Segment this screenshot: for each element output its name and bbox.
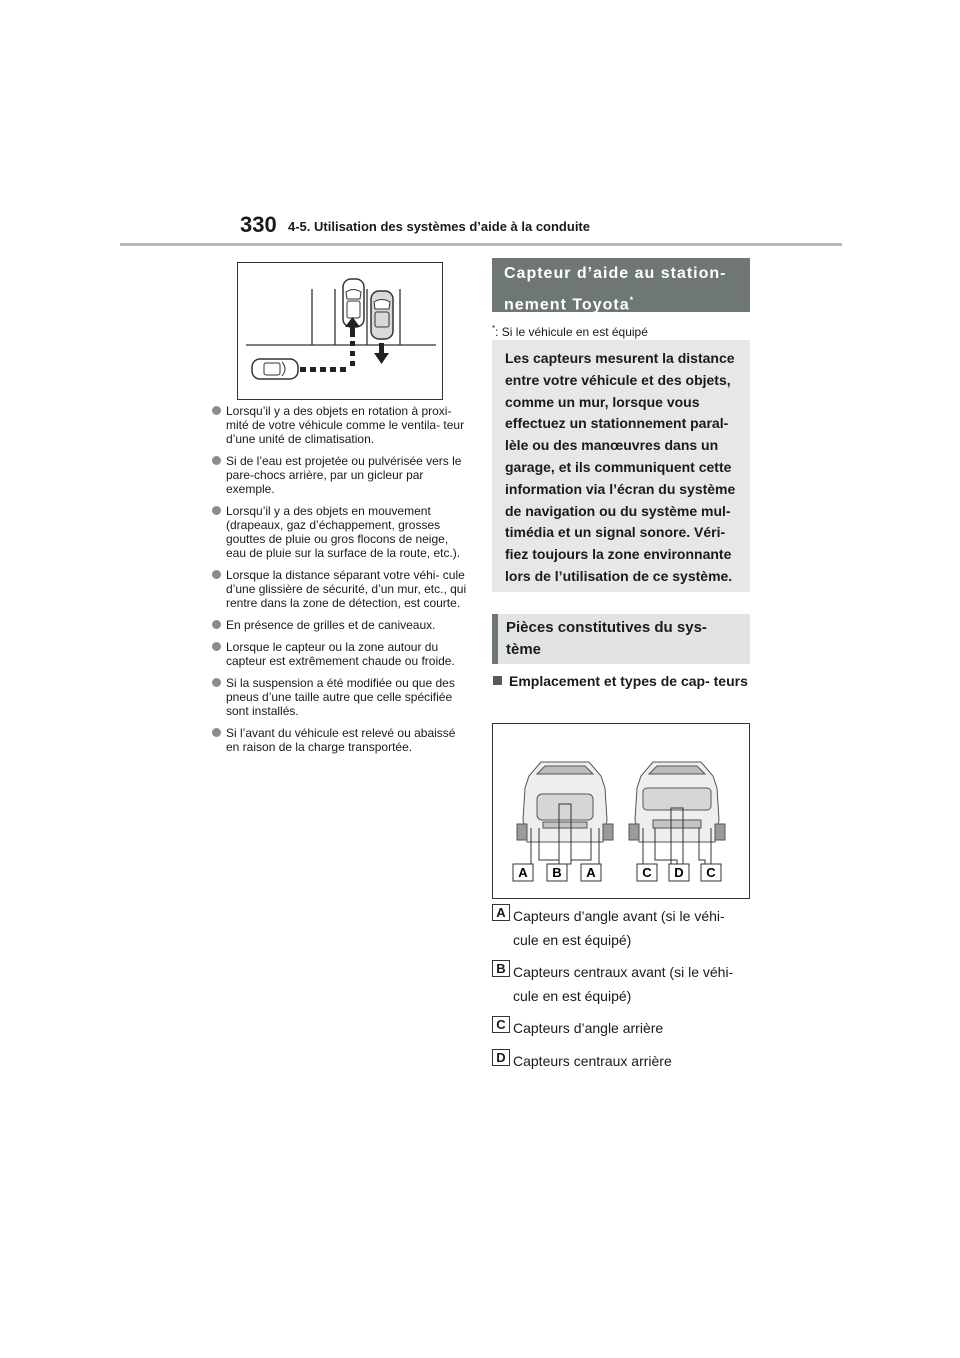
legend-text: Capteurs centraux avant (si le véhi- cule en est équipé) (513, 964, 734, 1004)
heading-line-1: Capteur d’aide au station- (504, 265, 727, 282)
list-item: Si la suspension a été modifiée ou que des pneus d’une taille autre que celle spécifiée sont installés. (212, 676, 470, 718)
legend-text: Capteurs d’angle arrière (513, 1020, 664, 1036)
sensor-location-figure (492, 723, 750, 899)
svg-text:B: B (552, 865, 562, 880)
list-item: Si de l’eau est projetée ou pulvérisée vers le pare-chocs arrière, par un gicleur par exemple. (212, 454, 470, 496)
bullet-icon (212, 506, 221, 515)
list-item: Lorsque la distance séparant votre véhi- cule d’une glissière de sécurité, d’un mur, etc., qui rentre dans la zone de détection, est courte. (212, 568, 470, 610)
list-item: En présence de grilles et de caniveaux. (212, 618, 470, 632)
components-heading-text: Pièces constitutives du sys- tème (506, 619, 707, 658)
subheading (492, 672, 750, 691)
legend-item-d (492, 1049, 750, 1073)
legend-item-a (492, 904, 750, 952)
section-heading (492, 258, 750, 312)
parking-illustration (237, 262, 443, 400)
legend-text: Capteurs d’angle avant (si le véhi- cule en est équipé) (513, 908, 725, 948)
footnote-marker: * (492, 324, 496, 333)
legend-badge: D (492, 1049, 510, 1066)
bullet-icon (212, 620, 221, 629)
sensor-label-d (669, 864, 689, 881)
svg-text:A: A (518, 865, 528, 880)
sensor-label-a-right (581, 864, 601, 881)
header-rule (120, 243, 842, 246)
legend-text: Capteurs centraux arrière (513, 1053, 672, 1069)
sensor-label-c-left (637, 864, 657, 881)
intro-text: Les capteurs mesurent la distance entre votre véhicule et des objets, comme un mur, lorsque vous effectuez un stationnement paral- lèle ou des manœuvres dans un garage, et ils communiquent cette information via l’écran du système de navigation ou du système mul- timédia et un signal sonore. Véri- fiez toujours la zone environnante lors de l’utilisation de ce système. (505, 350, 736, 584)
list-item: Lorsque le capteur ou la zone autour du capteur est extrêmement chaude ou froide. (212, 640, 470, 668)
bullet-icon (212, 570, 221, 579)
legend-item-b (492, 960, 750, 1008)
parking-diagram (238, 263, 442, 399)
square-bullet-icon (493, 676, 502, 685)
legend-badge: C (492, 1016, 510, 1033)
components-heading (492, 614, 750, 664)
reversing-car-icon (371, 291, 393, 339)
svg-text:C: C (706, 865, 716, 880)
footnote-text: : Si le véhicule en est équipé (495, 325, 648, 339)
footnote (492, 324, 648, 339)
page-number: 330 (240, 212, 277, 237)
reverse-arrow-icon (374, 343, 389, 364)
heading-marker: * (629, 295, 635, 305)
list-item: Si l’avant du véhicule est relevé ou abaissé en raison de la charge transportée. (212, 726, 470, 754)
heading-line-2: nement Toyota (504, 296, 630, 314)
subheading-text: Emplacement et types de cap- teurs (509, 673, 748, 689)
intro-box (492, 340, 750, 592)
svg-text:C: C (642, 865, 652, 880)
legend-item-c (492, 1016, 750, 1040)
sensor-label-b (547, 864, 567, 881)
bullet-icon (212, 456, 221, 465)
svg-text:D: D (674, 865, 684, 880)
legend-badge: A (492, 904, 510, 921)
sensor-label-c-right (701, 864, 721, 881)
legend-badge: B (492, 960, 510, 977)
bullet-list (212, 404, 470, 762)
bullet-icon (212, 728, 221, 737)
bullet-icon (212, 642, 221, 651)
bullet-icon (212, 678, 221, 687)
list-item: Lorsqu’il y a des objets en mouvement (drapeaux, gaz d’échappement, grosses gouttes de pluie ou gros flocons de neige, eau de pluie sur la surface de la route, etc.). (212, 504, 470, 560)
sensor-diagram (493, 724, 749, 898)
svg-text:A: A (586, 865, 596, 880)
approaching-car-icon (252, 359, 298, 379)
section-title: 4-5. Utilisation des systèmes d’aide à la conduite (288, 219, 590, 234)
list-item: Lorsqu’il y a des objets en rotation à proxi- mité de votre véhicule comme le ventila- teur d’une unité de climatisation. (212, 404, 470, 446)
bullet-icon (212, 406, 221, 415)
sensor-label-a-left (513, 864, 533, 881)
